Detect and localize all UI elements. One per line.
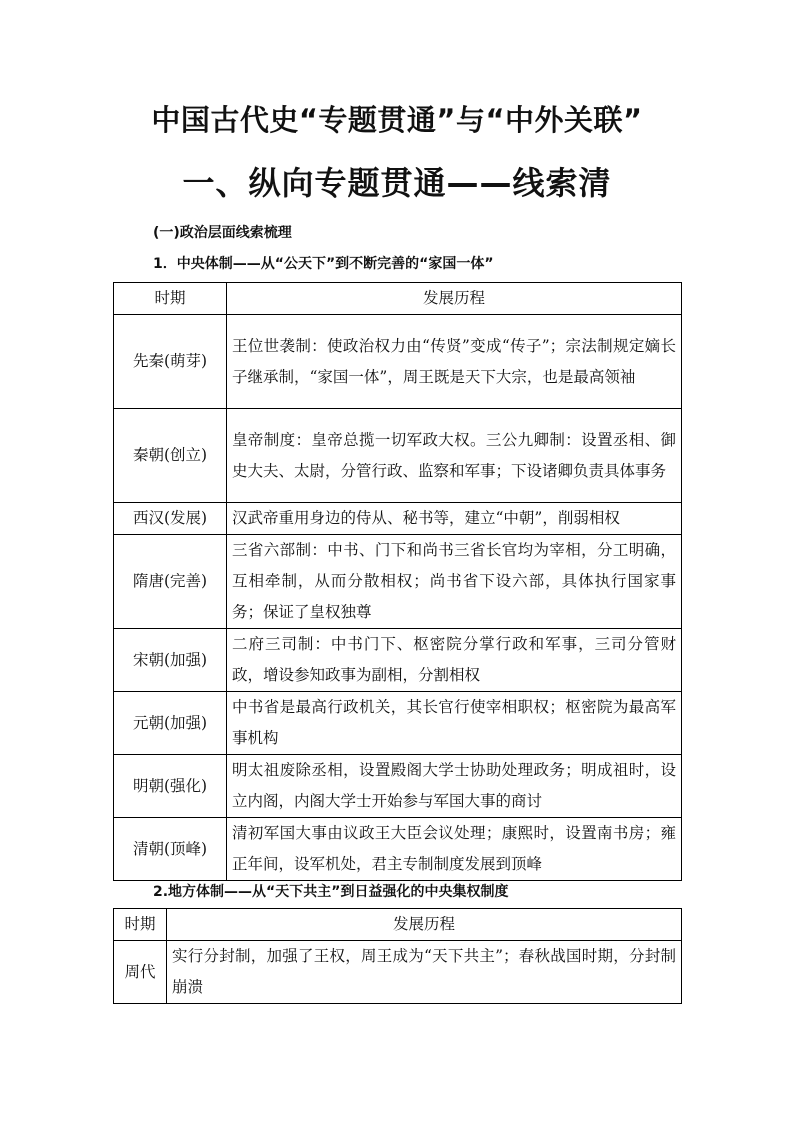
content-cell: 明太祖废除丞相，设置殿阁大学士协助处理政务；明成祖时，设立内阁，内阁大学士开始参与军国大事的商讨 bbox=[227, 755, 682, 818]
local-system-table bbox=[113, 908, 682, 1004]
header-development: 发展历程 bbox=[167, 909, 682, 941]
table-row bbox=[114, 409, 682, 503]
table-row bbox=[114, 692, 682, 755]
header-period: 时期 bbox=[114, 283, 227, 315]
table-header-row bbox=[114, 909, 682, 941]
period-cell: 明朝(强化) bbox=[114, 755, 227, 818]
period-cell: 西汉(发展) bbox=[114, 503, 227, 535]
table-row bbox=[114, 315, 682, 409]
topic-heading-1: 1．中央体制——从“公天下”到不断完善的“家国一体” bbox=[153, 256, 494, 272]
content-cell: 汉武帝重用身边的侍从、秘书等，建立“中朝”，削弱相权 bbox=[227, 503, 682, 535]
content-cell: 皇帝制度：皇帝总揽一切军政大权。三公九卿制：设置丞相、御史大夫、太尉，分管行政、监察和军事；下设诸卿负责具体事务 bbox=[227, 409, 682, 503]
period-cell: 宋朝(加强) bbox=[114, 629, 227, 692]
period-cell: 周代 bbox=[114, 941, 167, 1004]
period-cell: 秦朝(创立) bbox=[114, 409, 227, 503]
period-cell: 隋唐(完善) bbox=[114, 535, 227, 629]
content-cell: 三省六部制：中书、门下和尚书三省长官均为宰相，分工明确，互相牵制，从而分散相权；尚书省下设六部，具体执行国家事务；保证了皇权独尊 bbox=[227, 535, 682, 629]
content-cell: 中书省是最高行政机关，其长官行使宰相职权；枢密院为最高军事机构 bbox=[227, 692, 682, 755]
central-system-table bbox=[113, 282, 682, 881]
period-cell: 先秦(萌芽) bbox=[114, 315, 227, 409]
content-cell: 王位世袭制：使政治权力由“传贤”变成“传子”；宗法制规定嫡长子继承制，“家国一体”，周王既是天下大宗，也是最高领袖 bbox=[227, 315, 682, 409]
topic-heading-2: 2.地方体制——从“天下共主”到日益强化的中央集权制度 bbox=[153, 884, 509, 900]
table-row bbox=[114, 503, 682, 535]
header-development: 发展历程 bbox=[227, 283, 682, 315]
subsection-heading: (一)政治层面线索梳理 bbox=[153, 225, 292, 241]
content-cell: 二府三司制：中书门下、枢密院分掌行政和军事，三司分管财政，增设参知政事为副相，分割相权 bbox=[227, 629, 682, 692]
document-title: 中国古代史“专题贯通”与“中外关联” bbox=[151, 103, 643, 137]
table-row bbox=[114, 941, 682, 1004]
content-cell: 实行分封制，加强了王权，周王成为“天下共主”；春秋战国时期，分封制崩溃 bbox=[167, 941, 682, 1004]
section-heading: 一、纵向专题贯通——线索清 bbox=[182, 164, 612, 202]
table-header-row bbox=[114, 283, 682, 315]
header-period: 时期 bbox=[114, 909, 167, 941]
table-row bbox=[114, 755, 682, 818]
table-row bbox=[114, 629, 682, 692]
content-cell: 清初军国大事由议政王大臣会议处理；康熙时，设置南书房；雍正年间，设军机处，君主专制制度发展到顶峰 bbox=[227, 818, 682, 881]
table-row bbox=[114, 535, 682, 629]
table-row bbox=[114, 818, 682, 881]
period-cell: 元朝(加强) bbox=[114, 692, 227, 755]
period-cell: 清朝(顶峰) bbox=[114, 818, 227, 881]
